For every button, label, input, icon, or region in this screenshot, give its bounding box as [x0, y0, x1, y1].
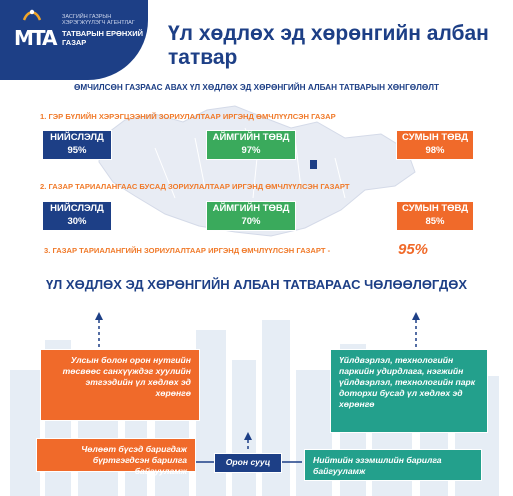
box-percent: 30% [67, 216, 87, 227]
box-percent: 95% [67, 145, 87, 156]
note-tech-park: Үйлдвэрлэл, технологийн паркийн удирдлага, нэгжийн үйлдвэрлэл, технологийн парк доторхи бусад үл хөдлөх эд хөрөнгө [330, 349, 488, 433]
item-3-label: 3. ГАЗАР ТАРИАЛАНГИЙН ЗОРИУЛАЛТААР ИРГЭНД ӨМЧЛҮҮЛСЭН ГАЗАРТ - [44, 246, 331, 255]
exempt-title: ҮЛ ХӨДЛӨХ ЭД ХӨРӨНГИЙН АЛБАН ТАТВАРААС ЧӨЛӨӨЛӨГДӨХ [45, 277, 468, 292]
note-public-buildings: Нийтийн эзэмшлийн барилга байгууламж [304, 449, 482, 481]
page-title: Үл хөдлөх эд хөрөнгийн албан татвар [168, 22, 489, 69]
box-name: АЙМГИЙН ТӨВД [212, 132, 290, 143]
box-name: СУМЫН ТӨВД [401, 132, 469, 143]
note-state-funded: Улсын болон орон нутгийн төсвөөс санхүүждэг хуулийн этгээдийн үл хөдлөх эд хөрөнгө [40, 349, 200, 421]
box-name: СУМЫН ТӨВД [401, 203, 469, 214]
note-free-zone: Чөлөөт бүсэд баригдаж бүртгэгдсэн барилга байгууламж [36, 438, 196, 472]
section-heading: ӨМЧИЛСӨН ГАЗРААС АВАХ ҮЛ ХӨДЛӨХ ЭД ХӨРӨНГИЙН АЛБАН ТАТВАРЫН ХӨНГӨЛӨЛТ [74, 83, 439, 92]
box-capital-2 [42, 201, 112, 231]
item-2-label: 2. ГАЗАР ТАРИАЛАНГААС БУСАД ЗОРИУЛАЛТААР ИРГЭНД ӨМЧЛҮҮЛСЭН ГАЗАРТ [40, 182, 350, 191]
logo-title: ТАТВАРЫН ЕРӨНХИЙ ГАЗАР [62, 29, 144, 47]
box-percent: 97% [241, 145, 261, 156]
logo-subtitle: ЗАСГИЙН ГАЗРЫН ХЭРЭГЖҮҮЛЭГЧ АГЕНТЛАГ [62, 14, 135, 26]
item-1-label: 1. ГЭР БҮЛИЙН ХЭРЭГЦЭЭНИЙ ЗОРИУЛАЛТААР ИРГЭНД ӨМЧЛҮҮЛСЭН ГАЗАР [40, 112, 336, 121]
box-percent: 98% [425, 145, 445, 156]
box-aimag-2 [206, 201, 296, 231]
box-aimag-1 [206, 130, 296, 160]
box-percent: 70% [241, 216, 261, 227]
box-percent: 85% [425, 216, 445, 227]
box-capital-1 [42, 130, 112, 160]
item-3-percent: 95% [398, 241, 429, 258]
box-soum-1 [396, 130, 474, 160]
box-name: НИЙСЛЭЛД [50, 132, 104, 143]
logo-swoosh-icon [22, 8, 42, 22]
logo-mark: MTA [14, 26, 56, 50]
box-name: АЙМГИЙН ТӨВД [212, 203, 290, 214]
box-soum-2 [396, 201, 474, 231]
box-name: НИЙСЛЭЛД [50, 203, 104, 214]
note-housing: Орон сууц [214, 453, 282, 473]
